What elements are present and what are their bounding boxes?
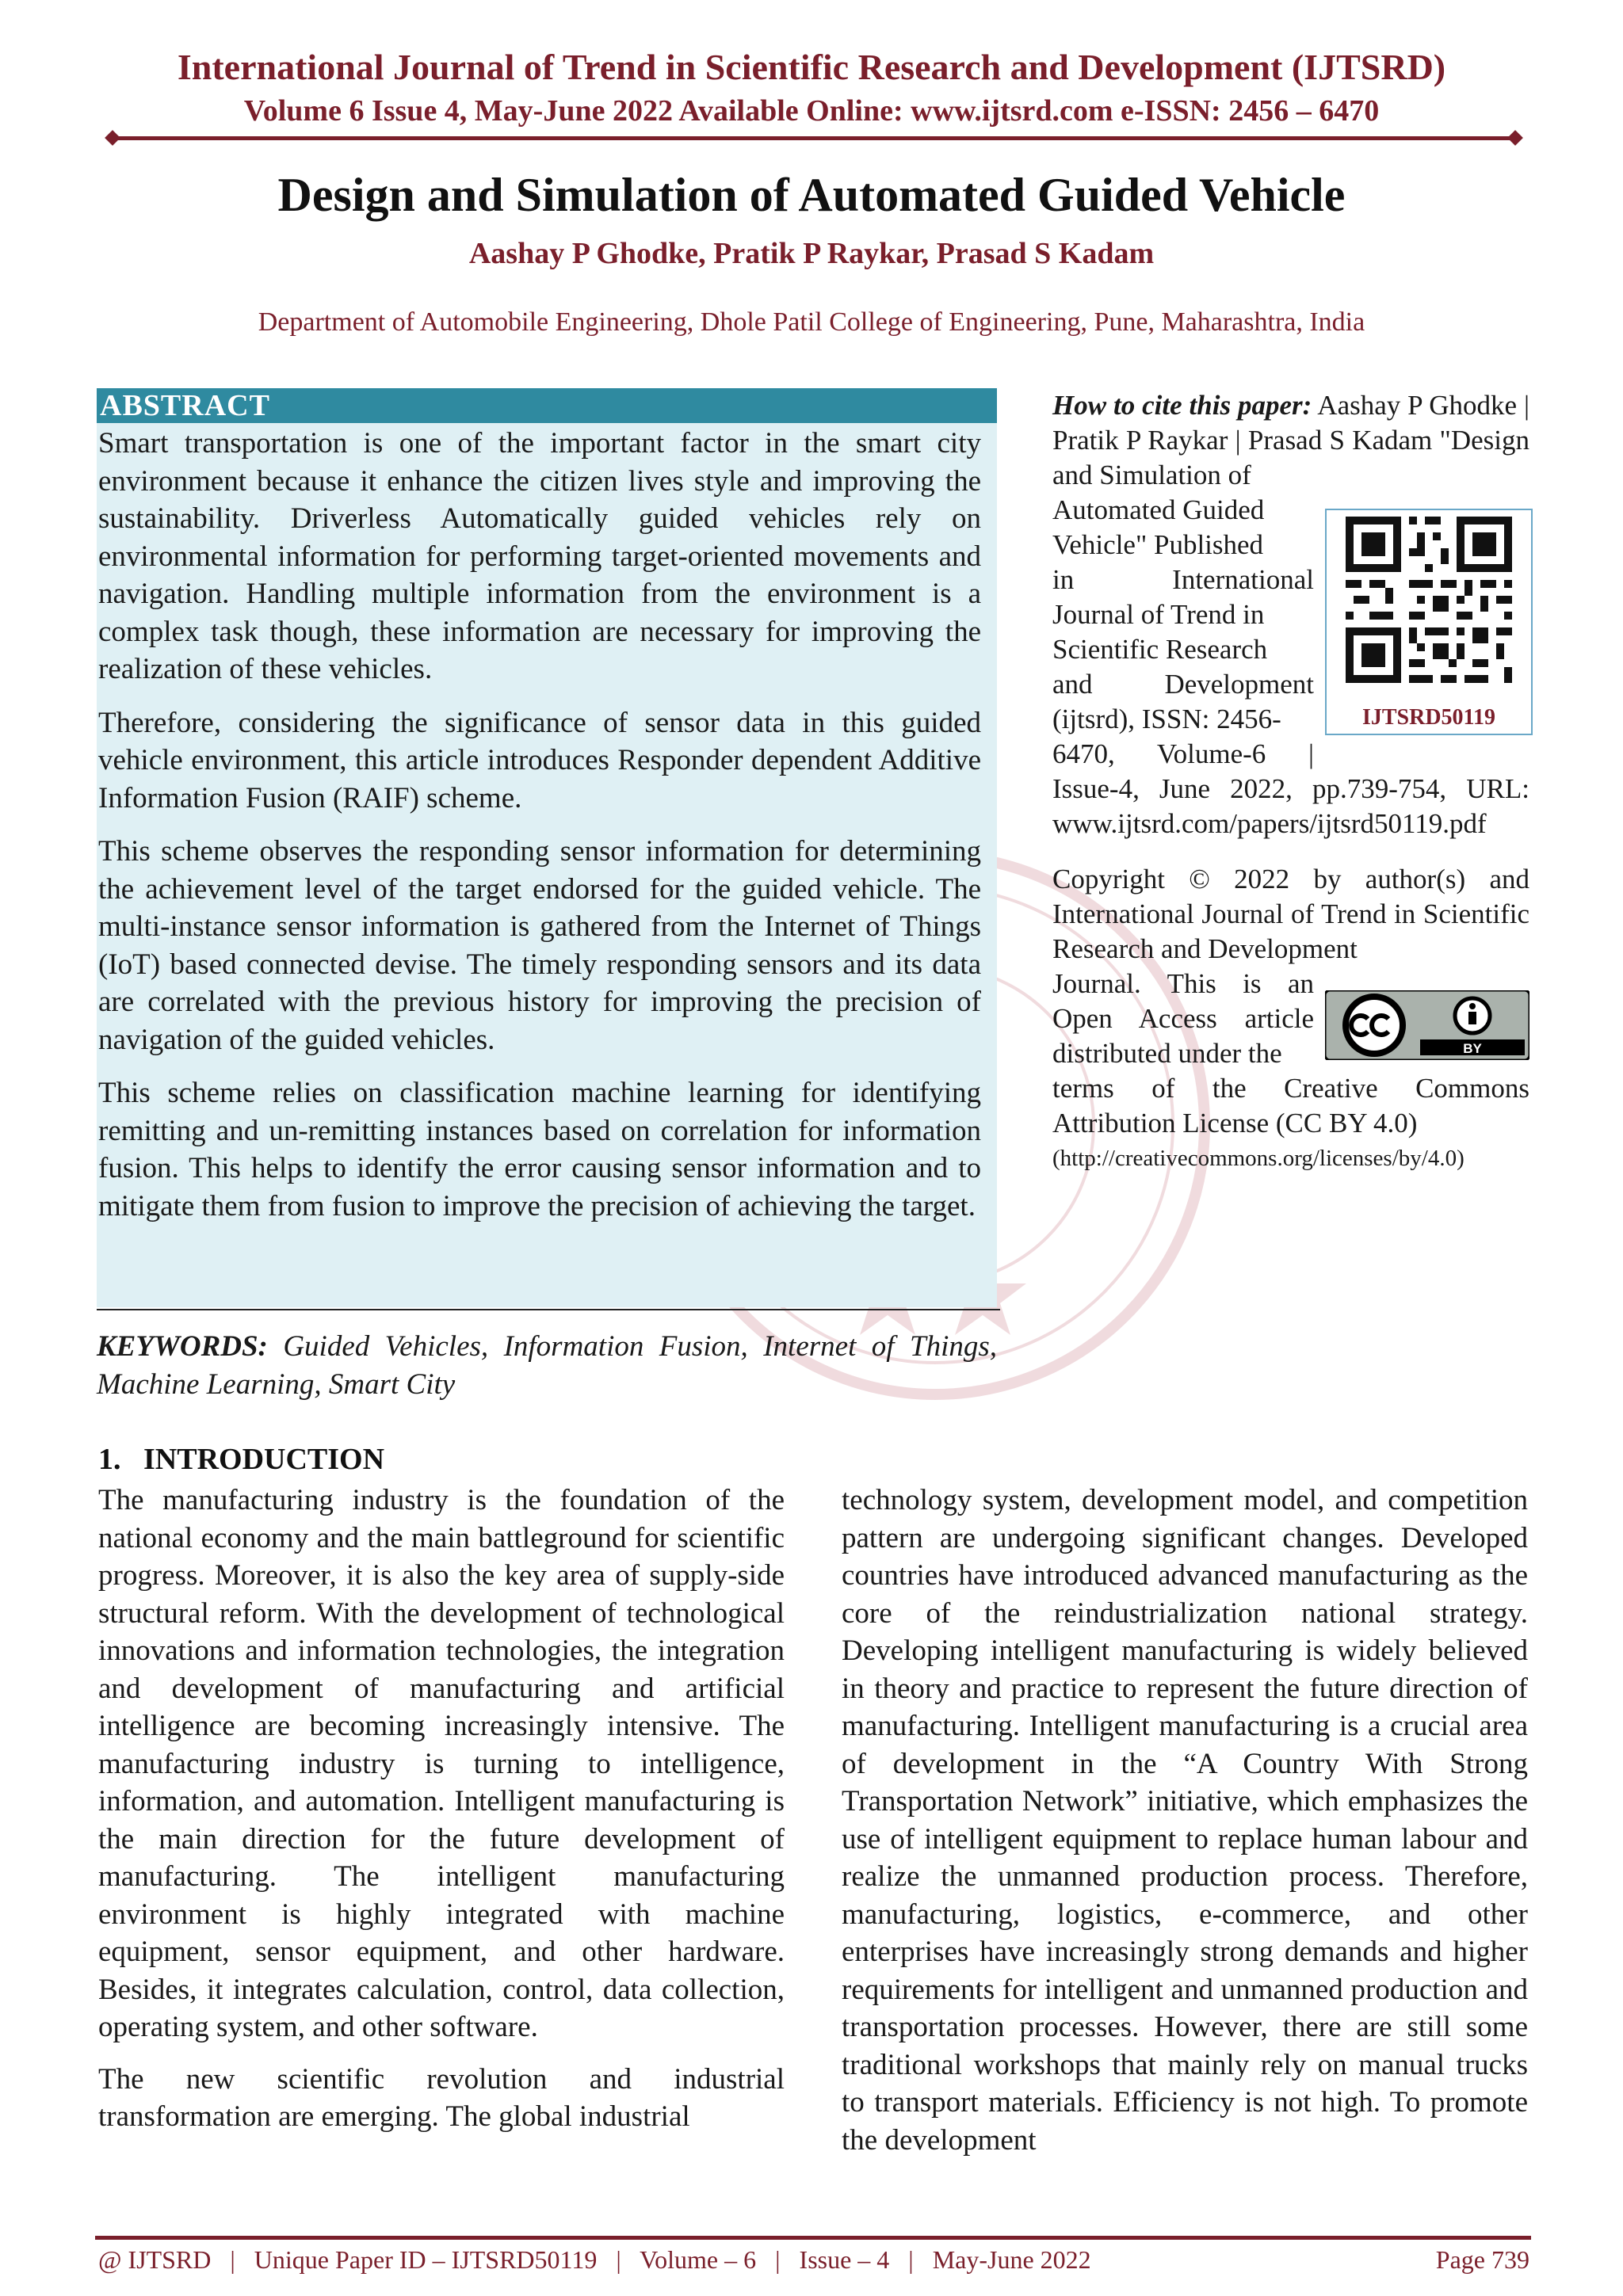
paper-id-caption: IJTSRD50119 (1361, 705, 1496, 730)
cite-line: (ijtsrd), ISSN: 2456- (1052, 704, 1281, 734)
footer-info: @ IJTSRD | Unique Paper ID – IJTSRD50119 | Volume – 6 | Issue – 4 | May-June 2022 (98, 2245, 1091, 2274)
paper-affiliation: Department of Automobile Engineering, Dhole Patil College of Engineering, Pune, Maharashtra, India (258, 307, 1365, 337)
cite-line: and Development (1052, 669, 1314, 700)
copyright-line: distributed under the (1052, 1038, 1282, 1069)
divider-diamond-right (1507, 130, 1523, 146)
cc-badge-text: BY (1463, 1041, 1482, 1056)
journal-subtitle: Volume 6 Issue 4, May-June 2022 Available Online: www.ijtsrd.com e-ISSN: 2456 – 6470 (243, 94, 1380, 128)
cite-line: Automated Guided (1052, 494, 1265, 525)
body-column-right (842, 1482, 1528, 2173)
abstract-divider (97, 1309, 1000, 1310)
body-paragraph: The new scientific revolution and industrial transformation are emerging. The global industrial (98, 2062, 785, 2133)
cc-by-license-icon[interactable] (1325, 990, 1529, 1060)
copyright-line: Journal. This is an (1052, 968, 1314, 999)
cite-line: Scientific Research (1052, 634, 1268, 665)
abstract-paragraph: This scheme relies on classification machine learning for identifying remitting and un-remitting instances based on correlation for information fusion. This helps to identify the error causing sensor information and to mitigate them from fusion to improve the precision of achieving the target. (98, 1077, 981, 1222)
paper-authors: Aashay P Ghodke, Pratik P Raykar, Prasad S Kadam (468, 237, 1155, 270)
cite-line: Journal of Trend in (1052, 599, 1265, 630)
qr-code-box (1325, 509, 1533, 735)
abstract-paragraph: Smart transportation is one of the important factor in the smart city environment because it enhance the citizen lives style and improving the sustainability. Driverless Automatically guided vehicles rely on environmental information for performing target-oriented movements and navigation. Handling multiple information from the environment is a complex task though, these information are necessary for improving the realization of these vehicles. (98, 427, 981, 685)
page-footer (98, 2245, 1529, 2275)
abstract-body (98, 425, 981, 1241)
journal-title: International Journal of Trend in Scientific Research and Development (IJTSRD) (177, 47, 1446, 87)
body-paragraph: technology system, development model, and competition pattern are undergoing significant changes. Developed countries have introduced advanced manufacturing as the core of the reindustrialization national strategy. Developing intelligent manufacturing is widely believed in theory and practice to represent the future direction of manufacturing. Intelligent manufacturing is a crucial area of development in the “A Country With Strong Transportation Network” initiative, which emphasizes the use of intelligent equipment to replace human labour and realize the unmanned production process. Therefore, manufacturing, logistics, e-commerce, and other enterprises have increasingly strong demands and higher requirements for intelligent and unmanned production and transportation processes. However, there are still some traditional workshops that mainly rely on manual trucks to transport materials. Efficiency is not high. To promote the development (842, 1484, 1528, 2157)
footer-divider (95, 2236, 1531, 2240)
section-heading-introduction: 1. INTRODUCTION (98, 1443, 385, 1476)
license-url[interactable]: (http://creativecommons.org/licenses/by/4.0) (1052, 1146, 1465, 1171)
page-number: Page 739 (1435, 2245, 1529, 2274)
body-paragraph: The manufacturing industry is the foundation of the national economy and the main battleground for scientific progress. Moreover, it is also the key area of supply-side structural reform. With the development of technological innovations and information technologies, the integration and development of manufacturing and artificial intelligence are becoming increasingly intensive. The manufacturing industry is turning to intelligence, information, and automation. Intelligent manufacturing is the main direction for the future development of manufacturing. The intelligent manufacturing environment is highly integrated with machine equipment, sensor equipment, and other hardware. Besides, it integrates calculation, control, data collection, operating system, and other software. (98, 1484, 785, 2043)
abstract-paragraph: Therefore, considering the significance of sensor data in this guided vehicle environment, this article introduces Responder dependent Additive Information Fusion (RAIF) scheme. (98, 706, 981, 814)
header-divider (113, 136, 1515, 140)
divider-diamond-left (105, 130, 120, 146)
abstract-heading: ABSTRACT (100, 389, 270, 422)
body-column-left (98, 1482, 785, 2150)
keywords (97, 1328, 997, 1404)
qr-code-icon (1346, 517, 1512, 683)
copyright-text: Copyright © 2022 by author(s) and International Journal of Trend in Scientific Research and Development (1052, 864, 1529, 964)
cite-line: in International (1052, 564, 1314, 595)
paper-title: Design and Simulation of Automated Guided Vehicle (277, 169, 1346, 221)
cite-line: 6470, Volume-6 | (1052, 738, 1314, 769)
abstract-paragraph: This scheme observes the responding sensor information for determining the achievement level of the target endorsed for the guided vehicle. The multi-instance sensor information is gathered from the Internet of Things (IoT) based connected devise. The timely responding sensors and its data are correlated with the previous history for improving the precision of navigation of the guided vehicles. (98, 835, 981, 1056)
cite-label: How to cite this paper (1052, 390, 1303, 421)
cite-colon: : (1302, 390, 1312, 421)
keywords-label: KEYWORDS: (97, 1330, 268, 1363)
license-text: terms of the Creative Commons Attribution License (CC BY 4.0) (1052, 1073, 1529, 1138)
cite-text: Aashay P Ghodke | Pratik P Raykar | Prasad S Kadam "Design and Simulation of (1052, 390, 1529, 490)
copyright-line: Open Access article (1052, 1003, 1314, 1034)
keywords-list: Guided Vehicles, Information Fusion, Internet of Things, Machine Learning, Smart City (97, 1330, 997, 1401)
cite-line: Vehicle" Published (1052, 529, 1264, 560)
cite-url-line: Issue-4, June 2022, pp.739-754, URL: www.ijtsrd.com/papers/ijtsrd50119.pdf (1052, 773, 1529, 839)
